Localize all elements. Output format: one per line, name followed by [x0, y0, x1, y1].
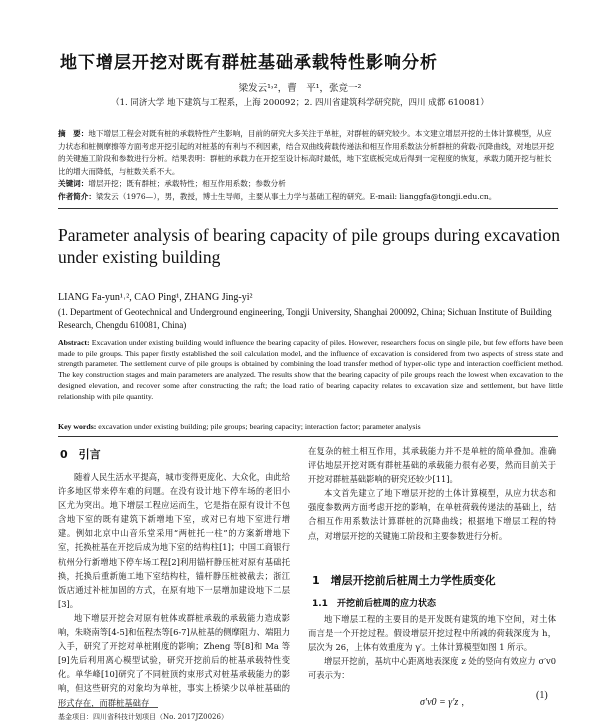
section-heading-1: 1 增层开挖前后桩周土力学性质变化 [312, 574, 496, 587]
abstract-cn-text: 地下增层工程会对既有桩的承载特性产生影响，目前的研究大多关注于单桩，对群桩的研究较少。本文建立增层开挖的土体计算模型，从应力状态和桩侧摩擦等方面考虑开挖引起的对桩基的有利与不利因素，结合双曲线荷载传递法和相互作用系数法分析群桩的荷载-沉降曲线，对地层开挖的关键施工阶段和参数进行分析。结果表明：群桩的承载力在开挖至设计标高时最低，地下室底板完成后得到一定程度的恢复，承载力随开挖与桩长比的增大而降低，与桩数关系不大。 [58, 129, 555, 176]
abstract-cn [58, 128, 558, 203]
intro-paragraph-4: 本文首先建立了地下增层开挖的土体计算模型，从应力状态和强度参数两方面考虑开挖的影响，在单桩荷载传递法的基础上，结合相互作用系数法计算群桩的沉降曲线；根据地下增层工程的特点，对增层开挖的关键施工阶段和主要参数进行分析。 [308, 488, 556, 541]
authors-en: LIANG Fa-yun¹˒², CAO Ping¹, ZHANG Jing-yi² [58, 292, 253, 303]
section1-paragraph-2: 增层开挖前，基坑中心距离地表深度 z 处的竖向有效应力 σ′v0 可表示为： [308, 656, 556, 681]
section1-paragraph-1: 地下增层工程的主要目的是开发既有建筑的地下空间，对土体而言是一个开挖过程。假设增层开挖过程中所减的荷载深度为 h，层次为 26，上体有效重度为 γ′。土体计算模型如图 1 所示。 [308, 614, 556, 653]
equation-1 [420, 690, 470, 709]
author-info: 梁发云（1976—），男，教授，博士生导师，主要从事土力学与基础工程的研究。E-mail: lianggfa@tongji.edu.cn。 [95, 191, 497, 201]
equation-1-separator: ， [458, 698, 471, 708]
abstract-en [58, 338, 563, 402]
paper-title-en: Parameter analysis of bearing capacity of pile groups during excavation under existing building [58, 225, 560, 267]
affiliation-cn: （1. 同济大学 地下建筑与工程系，上海 200092；2. 四川省建筑科学研究院，四川 成都 610081） [111, 98, 489, 108]
author-info-label: 作者简介： [58, 191, 96, 201]
keywords-en-block [58, 422, 563, 431]
paper-title-cn: 地下增层开挖对既有群桩基础承载特性影响分析 [60, 53, 438, 73]
equation-1-number: (1) [536, 690, 548, 701]
keywords-en: excavation under existing building; pile groups; bearing capacity; interaction factor; parameter analysis [96, 422, 421, 431]
intro-paragraph-2: 地下增层开挖会对原有桩体或群桩承载的承载能力造成影响，朱晓南等[4-5]和伍程杰等[6-7]从桩基的侧摩阻力、端阻力入手，研究了开挖对单桩刚度的影响；Zheng 等[8]和 Ma 等[9]先后利用离心模型试验，研究开挖前后的桩基承载特性变化。单华峰[10]研究了不同桩顶约束形式对桩基承载能力的影响，但这些研究的对象均为单桩，事实上桥梁少以单桩基础的形式存在，而群桩基础存 [58, 612, 290, 708]
authors-cn: 梁发云¹˒²，曹 平¹，张竞一² [238, 83, 362, 94]
abstract-cn-label: 摘 要： [58, 129, 89, 138]
abstract-en-text: Excavation under existing building would influence the bearing capacity of piles. However, researchers focus on single pile, but few efforts have been made to pile groups. This paper firstly established the soil calculation model, and the influence of excavation is considered from two aspects of stress state and strength parameter. The settlement curve of pile groups is obtained by combining the load transfer method of hyper-olic type and interaction coefficient method. The key construction stages and main parameters are analyzed. The results show that the bearing capacity of pile groups reach the lowest when excavation to the designed elevation, and recover some after constructing the raft; the load ratio of bearing capacity relates to excavation size and settlement, but have little relationship with pile quantity. [58, 338, 563, 401]
subsection-heading-1-1: 1.1 开挖前后桩周的应力状态 [312, 599, 436, 609]
intro-paragraph-1: 随着人民生活水平提高，城市变得更庞化、大众化，由此给许多地区带来停车难的问题。在没有设计地下停车场的老旧小区尤为突出。地下增层工程应运而生，它是指在原有设计不包含地下室的既有建筑下新增地下室，或对已有地下室进行增建。例如北京中山音乐堂采用“两桩托一柱”的方案新增地下室，托换桩基在开挖后成为地下室的结构柱[1]；中国工商银行杭州分行新增地下停车场工程[2]利用锚杆静压桩对原有基础托换，托换后重新施工地下室结构柱，锚杆静压桩被截去；浙江饭店通过补桩加固的方式，在原有地下一层增加建设地下二层[3]。 [58, 472, 290, 609]
keywords-cn: 增层开挖；既有群桩；承载特性；相互作用系数；参数分析 [88, 179, 286, 188]
section-heading-intro: 0 引言 [60, 448, 101, 461]
keywords-en-label: Key words: [58, 422, 97, 431]
affiliation-en: (1. Department of Geotechnical and Underground engineering, Tongji University, Shanghai 200092, China; Sichuan Institute of Building Research, Chengdu 610081, China) [58, 307, 552, 330]
abstract-en-label: Abstract: [58, 338, 90, 347]
keywords-cn-label: 关键词： [58, 179, 89, 188]
right-column-top [308, 444, 556, 543]
intro-paragraph-3: 在复杂的桩土相互作用，其承载能力并不是单桩的简单叠加。准确评估地层开挖对既有群桩基础的承载能力很有必要，然而目前关于开挖对群桩基础影响的研究还较少[11]。 [308, 446, 556, 485]
divider-bottom [58, 436, 558, 437]
divider-top [58, 208, 558, 209]
right-column-bottom [308, 612, 556, 682]
footnote-rule [58, 707, 158, 708]
footnote: 基金项目：四川省科技计划项目（No. 2017JZ0026） [58, 713, 228, 721]
equation-1-expression: σ′v0 = γ′z [420, 697, 459, 708]
left-column [58, 470, 290, 710]
